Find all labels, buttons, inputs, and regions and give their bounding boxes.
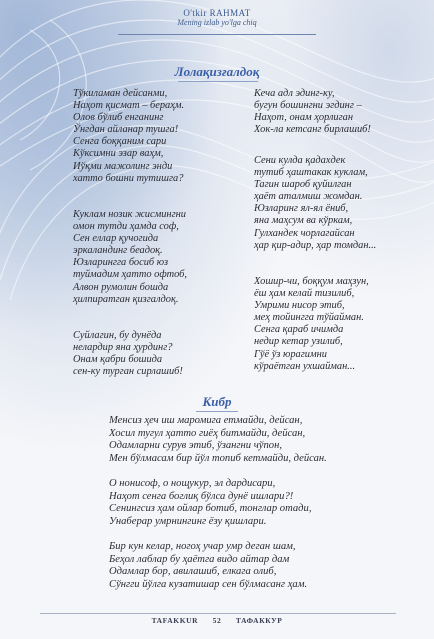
- verse-line: туймадим ҳатто офтоб,: [73, 269, 187, 281]
- verse-line: нелардир яна ҳурдинг?: [73, 342, 173, 354]
- poem1-left-stanza-1: [73, 88, 184, 185]
- poem1-left-stanza-2: [73, 209, 187, 306]
- verse-line: Сени кулда қадахдек: [254, 155, 346, 166]
- verse-line: Одамлар бор, авилашиб, елкага олиб,: [109, 566, 277, 578]
- verse-line: Хошир-чи, боққум маҳзун,: [254, 276, 369, 287]
- verse-line: ҳаёт аталмиш жомдан.: [254, 191, 363, 203]
- verse-line: Тагин шароб қуйилган: [254, 179, 352, 191]
- page-footer: [0, 616, 434, 625]
- verse-line: Мен бўлмасам бир йўл топиб кетмайди, дейсан.: [109, 452, 327, 464]
- verse-line: Кўксимни эзар ваҳм,: [73, 148, 164, 160]
- poem1-right-stanza-1: [254, 88, 371, 136]
- verse-line: Тўкиламан дейсанми,: [73, 88, 168, 99]
- verse-line: Иўқми мажолинг энди: [73, 160, 173, 172]
- verse-line: ҳилпиратган қизгалдоқ.: [73, 293, 179, 305]
- verse-line: Унаберар умрнингинг ёзу қишлари.: [109, 515, 267, 527]
- verse-line: Алвон румолин бошда: [73, 281, 169, 293]
- verse-line: Наҳот, онам ҳорлиган: [254, 112, 353, 124]
- verse-line: Сенга қараб ичимда: [254, 324, 344, 336]
- footer-rule: [40, 613, 396, 614]
- verse-line: хатто бошни тутишга?: [73, 172, 184, 184]
- verse-line: Умрими нисор этиб,: [254, 300, 345, 312]
- verse-line: Гўё ўз юрагимни: [254, 348, 327, 360]
- poem2-stanza-3: [109, 541, 307, 591]
- verse-line: ҳар қир-адир, ҳар томдан...: [254, 239, 377, 251]
- verse-line: кўраётган ухшайман...: [254, 360, 356, 372]
- verse-line: сен-ку турган сирлашиб!: [73, 366, 183, 378]
- verse-line: Олов бўлиб енганинг: [73, 112, 164, 124]
- book-title: Mening izlab yo'lga chiq: [177, 18, 257, 27]
- verse-line: Куклам нозик жисмингни: [73, 209, 186, 220]
- verse-line: Сенга боққаним сари: [73, 136, 167, 148]
- verse-line: Сўнгги йўлга кузатишар сен бўлмасанг ҳам.: [109, 578, 308, 590]
- footer-magazine-cyrillic: ТАФАККУР: [235, 616, 283, 625]
- poem-title-kibr: Кибр: [202, 394, 232, 409]
- verse-line: бугун бошингни эгдинг –: [254, 100, 362, 112]
- poem-title-lolaqizgaldoq: Лолақизғалдоқ: [174, 64, 260, 79]
- verse-line: Кеча адл эдинг-ку,: [254, 88, 335, 99]
- poem1-right-stanza-3: [254, 276, 369, 373]
- verse-line: тутиб ҳаштакак куклам,: [254, 167, 368, 179]
- verse-line: Наҳот сенга боглиқ бўлса дунё ишлари?!: [109, 490, 294, 502]
- verse-line: Наҳот қисмат – бераҳм.: [73, 100, 185, 112]
- verse-line: Менсиз ҳеч иш маромига етмайди, дейсан,: [109, 415, 303, 426]
- verse-line: Ўнгдан айланар тушга!: [73, 124, 179, 136]
- author-name: O'tkir RAHMAT: [183, 8, 251, 18]
- verse-line: Бир кун келар, ногоҳ учар умр деган шам,: [109, 541, 296, 552]
- verse-line: Хосил тугул ҳатто гиёҳ битмайди, дейсан,: [109, 427, 306, 439]
- header-rule: [118, 34, 316, 35]
- poem2-stanza-1: [109, 415, 327, 465]
- verse-line: яна маҳсум ва кўркам,: [254, 215, 353, 227]
- footer-magazine-latin: TAFAKKUR: [151, 616, 199, 625]
- poem2-stanza-2: [109, 478, 311, 528]
- verse-line: Беҳол лаблар бу ҳаётга видо айтар дам: [109, 553, 290, 565]
- verse-line: ёш ҳам келай тизилиб,: [254, 288, 355, 300]
- verse-line: Гулхандек чорлагайсан: [254, 227, 355, 239]
- verse-line: омон тутди ҳамда соф,: [73, 221, 179, 233]
- verse-line: Одамларни сурув этиб, ўзангни чўпон,: [109, 440, 282, 452]
- verse-line: Юзларингга босиб юз: [73, 257, 169, 269]
- verse-line: Суйлагин, бу дунёда: [73, 330, 162, 341]
- title-underline: [178, 81, 258, 82]
- verse-line: Хок-ла кетсанг бирлашиб!: [254, 124, 371, 136]
- verse-line: Сенингсиз ҳам ойлар ботиб, тонглар отади,: [109, 503, 312, 515]
- running-header: [0, 8, 434, 27]
- verse-line: Онам қабри бошида: [73, 354, 163, 366]
- verse-line: меҳ тойингга тўйайман.: [254, 312, 364, 324]
- poem1-right-stanza-2: [254, 155, 376, 252]
- verse-line: О нонисоф, о нощукур, эл дардисари,: [109, 478, 276, 489]
- verse-line: эркаландинг беадоқ.: [73, 245, 163, 257]
- verse-line: Сен еллар қучогида: [73, 233, 159, 245]
- page-number: 52: [212, 616, 222, 625]
- verse-line: Юзларинг ял-ял ёниб,: [254, 203, 349, 215]
- verse-line: недир кетар узилиб,: [254, 336, 343, 348]
- poem1-left-stanza-3: [73, 330, 183, 378]
- title-underline: [196, 411, 238, 412]
